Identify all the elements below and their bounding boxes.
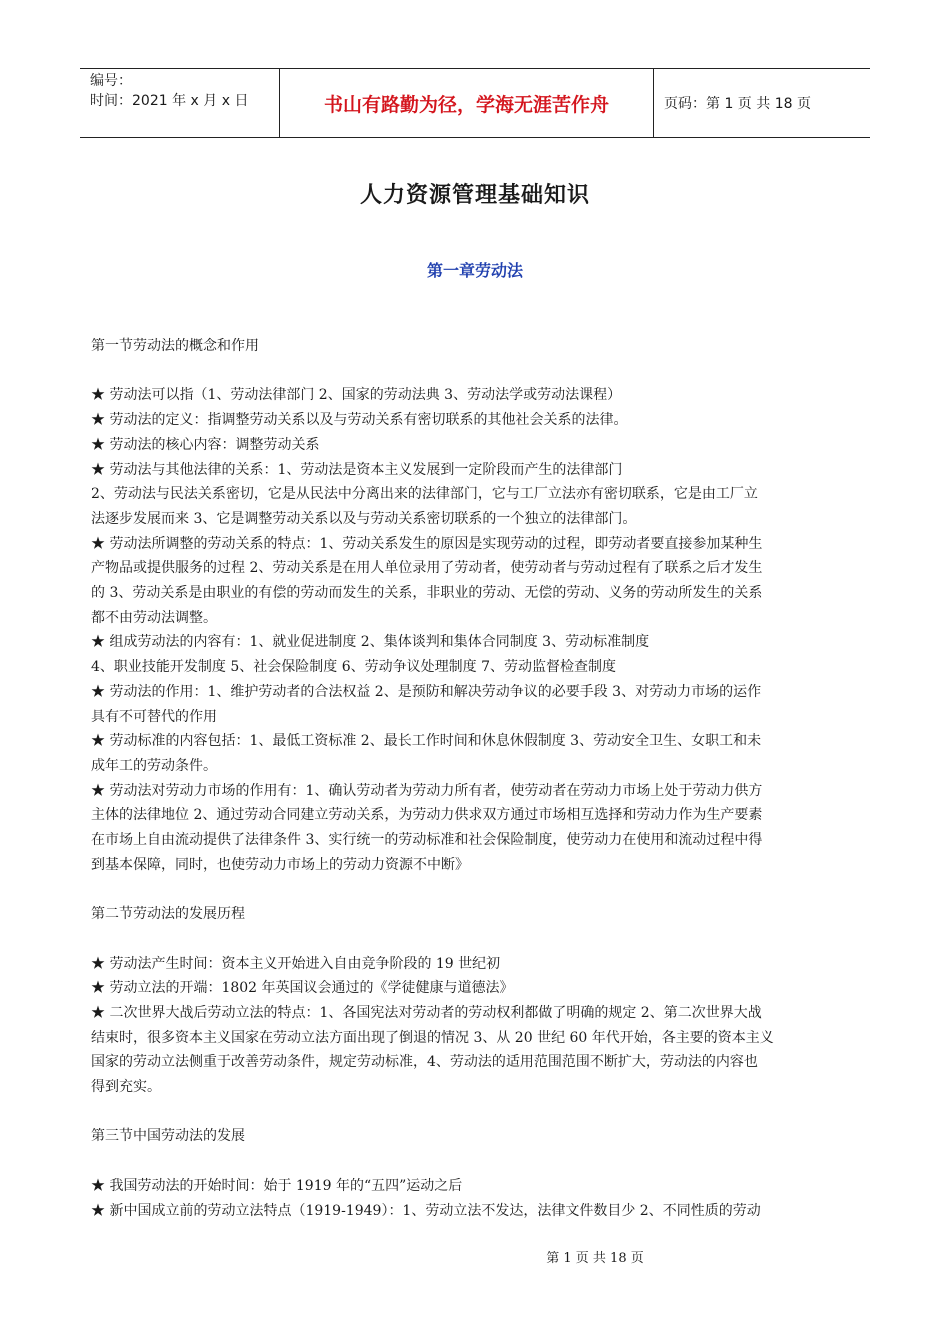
body-text-line: ★ 新中国成立前的劳动立法特点（1919-1949）：1、劳动立法不发达，法律文件数目少 2、不同性质的劳动 [91, 1202, 761, 1219]
body-text-line: 2、劳动法与民法关系密切，它是从民法中分离出来的法律部门，它与工厂立法亦有密切联系，它是由工厂立 [91, 486, 758, 503]
body-text-line: ★ 组成劳动法的内容有：1、就业促进制度 2、集体谈判和集体合同制度 3、劳动标准制度 [91, 634, 650, 651]
body-text-line: ★ 劳动立法的开端：1802 年英国议会通过的《学徒健康与道德法》 [91, 980, 514, 997]
body-text-line: ★ 劳动法的作用：1、维护劳动者的合法权益 2、是预防和解决劳动争议的必要手段 3、对劳动力市场的运作 [91, 683, 762, 700]
section-heading: 第三节中国劳动法的发展 [91, 1128, 245, 1145]
body-text-line: ★ 劳动标准的内容包括：1、最低工资标准 2、最长工作时间和休息休假制度 3、劳动安全卫生、女职工和未 [91, 733, 762, 750]
body-text-line: 到基本保障，同时，也使劳动力市场上的劳动力资源不中断》 [91, 856, 469, 873]
section-heading: 第一节劳动法的概念和作用 [91, 338, 259, 354]
body-text-line: 结束时，很多资本主义国家在劳动立法方面出现了倒退的情况 3、从 20 世纪 60 年代开始，各主要的资本主义 [91, 1029, 774, 1046]
document-title: 人力资源管理基础知识 [359, 182, 590, 208]
document-body [91, 334, 863, 1223]
body-text-line: ★ 劳动法产生时间：资本主义开始进入自由竞争阶段的 19 世纪初 [91, 955, 501, 972]
section-heading: 第二节劳动法的发展历程 [91, 906, 245, 923]
body-text-line: 都不由劳动法调整。 [91, 609, 217, 626]
body-text-line: 法逐步发展而来 3、它是调整劳动关系以及与劳动关系密切联系的一个独立的法律部门。 [91, 510, 637, 527]
body-text-line: 成年工的劳动条件。 [91, 757, 217, 774]
body-text-line: 4、职业技能开发制度 5、社会保险制度 6、劳动争议处理制度 7、劳动监督检查制度 [91, 659, 616, 676]
body-text-line: 的 3、劳动关系是由职业的有偿的劳动而发生的关系，非职业的劳动、无偿的劳动、义务的劳动所发生的关系 [91, 585, 763, 602]
page-header [80, 68, 870, 138]
header-meta [80, 69, 280, 137]
body-text-line: 得到充实。 [91, 1079, 161, 1096]
doc-date-label: 时间：2021 年 x 月 x 日 [90, 93, 249, 109]
doc-number-label: 编号： [90, 73, 132, 89]
body-text-line: ★ 劳动法的核心内容：调整劳动关系 [91, 436, 320, 453]
body-text-line: ★ 劳动法的定义：指调整劳动关系以及与劳动关系有密切联系的其他社会关系的法律。 [91, 412, 628, 429]
page-footer: 第 1 页 共 18 页 [546, 1251, 644, 1266]
chapter-title: 第一章劳动法 [426, 261, 523, 280]
body-text-line: 在市场上自由流动提供了法律条件 3、实行统一的劳动标准和社会保险制度，使劳动力在使用和流动过程中得 [91, 832, 763, 849]
body-text-line: ★ 劳动法可以指（1、劳动法律部门 2、国家的劳动法典 3、劳动法学或劳动法课程） [91, 387, 622, 404]
body-text-line: ★ 劳动法对劳动力市场的作用有：1、确认劳动者为劳动力所有者，使劳动者在劳动力市场上处于劳动力供方 [91, 782, 763, 799]
body-text-line: 国家的劳动立法侧重于改善劳动条件，规定劳动标准，4、劳动法的适用范围范围不断扩大，劳动法的内容也 [91, 1054, 758, 1071]
body-text-line: ★ 二次世界大战后劳动立法的特点：1、各国宪法对劳动者的劳动权利都做了明确的规定 2、第二次世界大战 [91, 1004, 762, 1021]
header-page-info: 页码：第 1 页 共 18 页 [664, 96, 811, 112]
header-motto: 书山有路勤为径，学海无涯苦作舟 [280, 69, 654, 137]
body-text-line: 产物品或提供服务的过程 2、劳动关系是在用人单位录用了劳动者，使劳动者与劳动过程有了联系之后才发生 [91, 560, 763, 577]
body-text-line: ★ 劳动法与其他法律的关系：1、劳动法是资本主义发展到一定阶段而产生的法律部门 [91, 461, 623, 478]
body-text-line: 主体的法律地位 2、通过劳动合同建立劳动关系，为劳动力供求双方通过市场相互选择和劳动力作为生产要素 [91, 807, 763, 824]
body-text-line: 具有不可替代的作用 [91, 708, 217, 725]
body-text-line: ★ 我国劳动法的开始时间：始于 1919 年的“五四”运动之后 [91, 1177, 463, 1194]
body-text-line: ★ 劳动法所调整的劳动关系的特点：1、劳动关系发生的原因是实现劳动的过程，即劳动者要直接参加某种生 [91, 535, 763, 552]
